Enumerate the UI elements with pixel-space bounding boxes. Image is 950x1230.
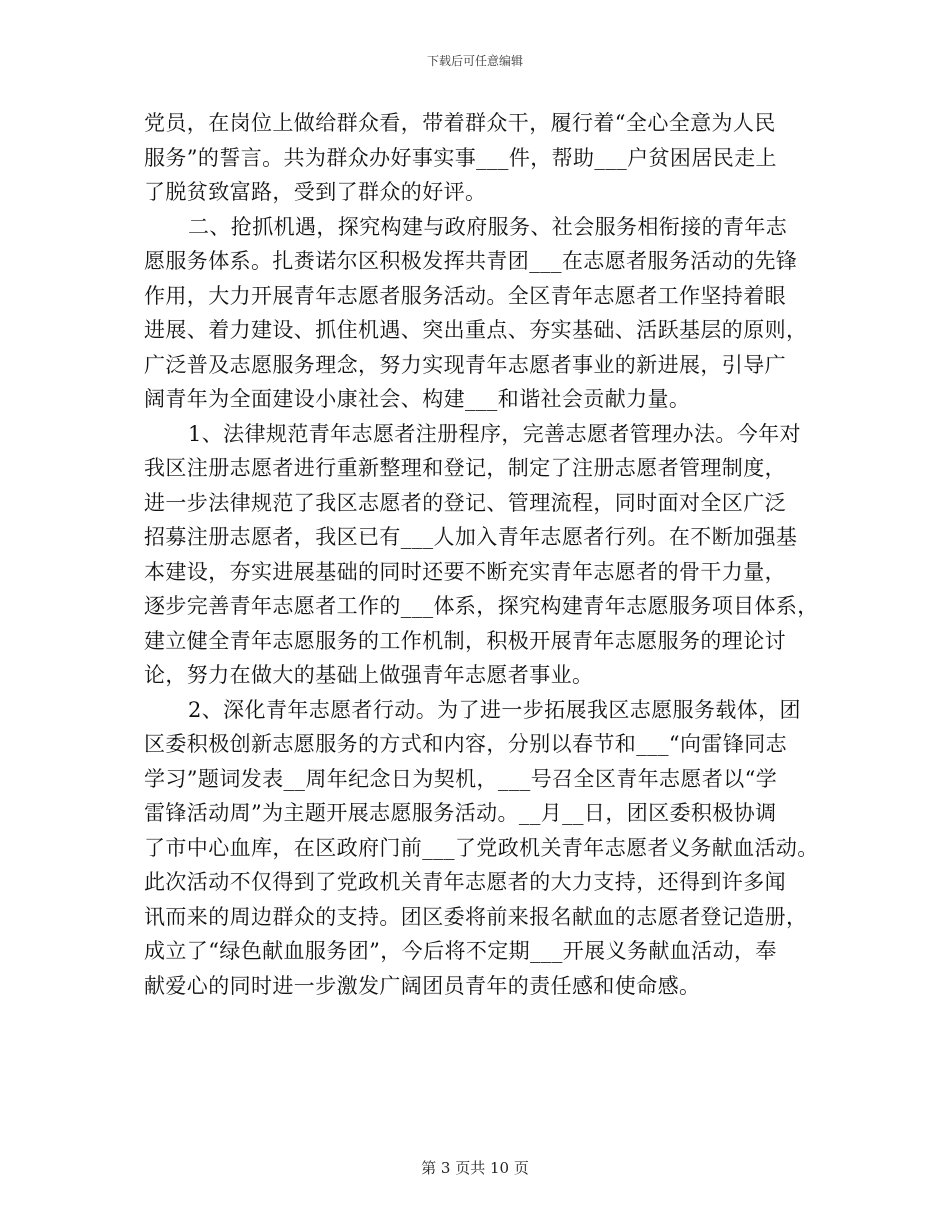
text-line: 区委积极创新志愿服务的方式和内容，分别以春节和___“向雷锋同志 bbox=[144, 732, 788, 756]
text-line: 1、法律规范青年志愿者注册程序，完善志愿者管理办法。今年对 bbox=[188, 421, 801, 446]
text-line: 成立了“绿色献血服务团”，今后将不定期___开展义务献血活动，奉 bbox=[144, 939, 777, 963]
text-line: 献爱心的同时进一步激发广阔团员青年的责任感和使命感。 bbox=[144, 973, 701, 998]
text-line: 阔青年为全面建设小康社会、构建___和谐社会贡献力量。 bbox=[144, 387, 691, 411]
page-header-note: 下载后可任意编辑 bbox=[426, 54, 523, 68]
text-line: 服务”的誓言。共为群众办好事实事___件，帮助___户贫困居民走上 bbox=[144, 145, 777, 170]
text-line: 二、抢抓机遇，探究构建与政府服务、社会服务相衔接的青年志 bbox=[188, 214, 788, 239]
text-line: 雷锋活动周”为主题开展志愿服务活动。__月__日，团区委积极协调 bbox=[144, 801, 777, 825]
text-line: 讯而来的周边群众的支持。团区委将前来报名献血的志愿者登记造册， bbox=[144, 904, 808, 929]
text-line: 论，努力在做大的基础上做强青年志愿者事业。 bbox=[144, 663, 594, 687]
text-line: 此次活动不仅得到了党政机关青年志愿者的大力支持，还得到许多闻 bbox=[144, 870, 786, 894]
text-line: 我区注册志愿者进行重新整理和登记，制定了注册志愿者管理制度， bbox=[144, 456, 786, 480]
text-line: 进展、着力建设、抓住机遇、突出重点、夯实基础、活跃基层的原则， bbox=[144, 318, 808, 342]
document-body bbox=[144, 106, 824, 1003]
text-line: 本建设，夯实进展基础的同时还要不断充实青年志愿者的骨干力量， bbox=[144, 559, 786, 584]
text-line: 学习”题词发表__周年纪念日为契机，___号召全区青年志愿者以“学 bbox=[144, 766, 778, 791]
text-line: 逐步完善青年志愿者工作的___体系，探究构建青年志愿服务项目体系， bbox=[144, 594, 819, 618]
text-line: 作用，大力开展青年志愿者服务活动。全区青年志愿者工作坚持着眼 bbox=[144, 283, 786, 308]
text-line: 了脱贫致富路，受到了群众的好评。 bbox=[144, 180, 487, 204]
text-line: 愿服务体系。扎赉诺尔区积极发挥共青团___在志愿者服务活动的先锋 bbox=[144, 249, 798, 273]
text-line: 党员，在岗位上做给群众看，带着群众干，履行着“全心全意为人民 bbox=[144, 111, 776, 135]
text-line: 招募注册志愿者，我区已有___人加入青年志愿者行列。在不断加强基 bbox=[144, 525, 798, 549]
text-line: 2、深化青年志愿者行动。为了进一步拓展我区志愿服务载体，团 bbox=[188, 697, 801, 722]
text-line: 了市中心血库，在区政府门前___了党政机关青年志愿者义务献血活动。 bbox=[144, 835, 819, 860]
text-line: 广泛普及志愿服务理念，努力实现青年志愿者事业的新进展，引导广 bbox=[144, 352, 786, 377]
page-number: 第 3 页共 10 页 bbox=[421, 1159, 529, 1177]
text-line: 进一步法律规范了我区志愿者的登记、管理流程，同时面对全区广泛 bbox=[144, 490, 786, 515]
text-line: 建立健全青年志愿服务的工作机制，积极开展青年志愿服务的理论讨 bbox=[144, 628, 786, 653]
